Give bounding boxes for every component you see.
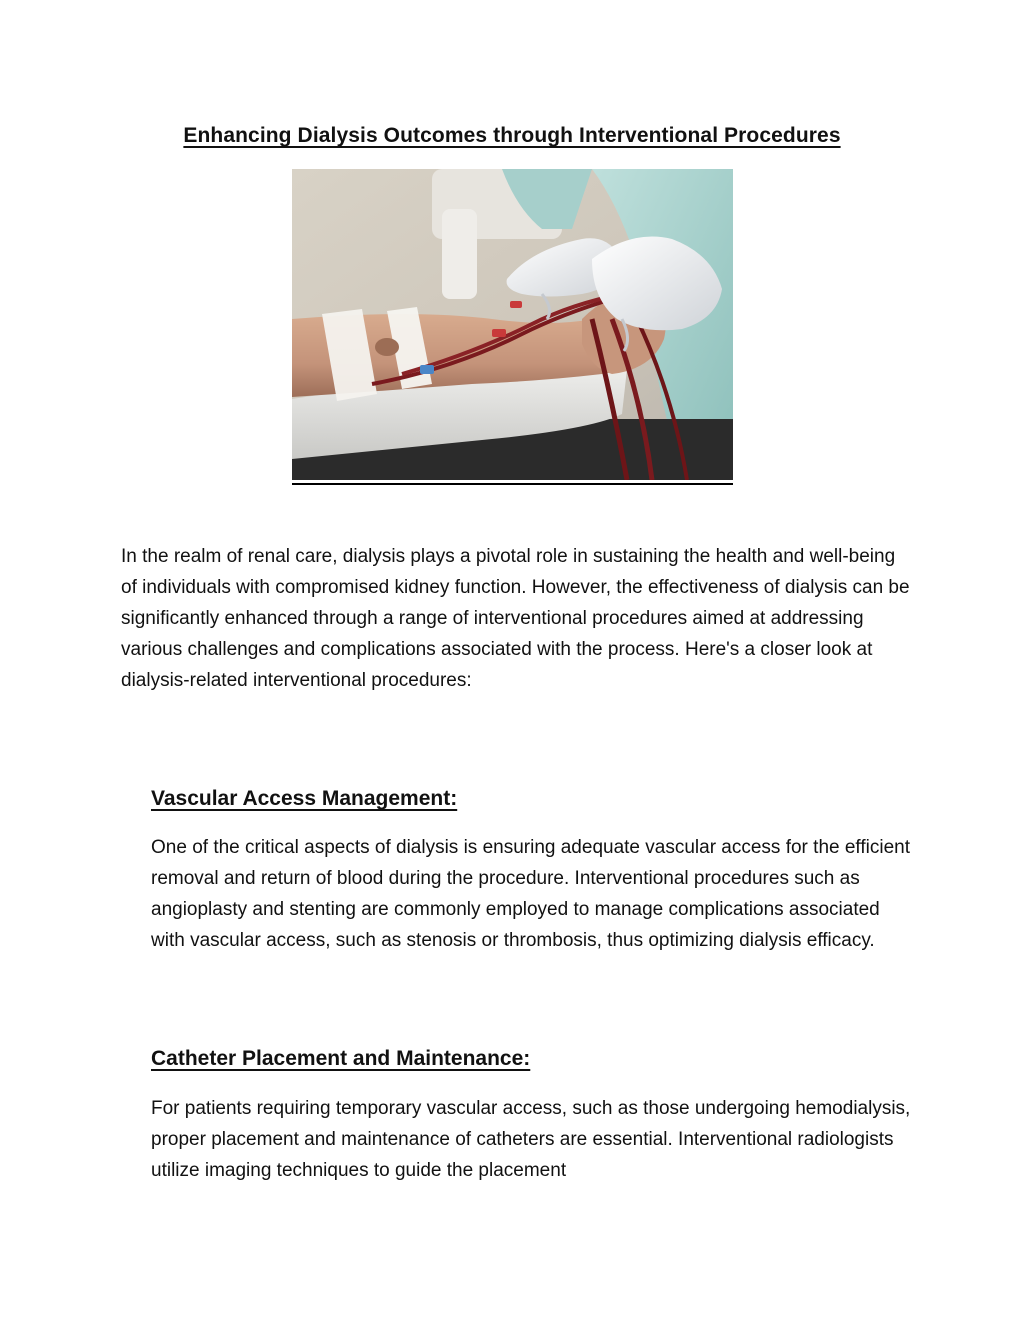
- dialysis-photo: [292, 169, 733, 480]
- intro-paragraph: In the realm of renal care, dialysis plays a pivotal role in sustaining the health and well-being of individuals with compromised kidney function. However, the effectiveness of dialysis can be significantly enhanced through a range of interventional procedures aimed at addressing various challenges and complications associated with the process. Here's a closer look at dialysis-related interventional procedures:: [121, 546, 910, 691]
- section-heading-vascular-access: Vascular Access Management:: [151, 787, 458, 810]
- page-title: Enhancing Dialysis Outcomes through Interventional Procedures: [183, 124, 841, 147]
- section-heading-catheter-placement: Catheter Placement and Maintenance:: [151, 1047, 531, 1070]
- photo-underline-rule: [292, 483, 733, 485]
- section-body-vascular-access: One of the critical aspects of dialysis is ensuring adequate vascular access for the efficient removal and return of blood during the procedure. Interventional procedures such as angioplasty and stenting are commonly employed to manage complications associated with vascular access, such as stenosis or thrombosis, thus optimizing dialysis efficacy.: [151, 837, 910, 951]
- section-body-catheter-placement: For patients requiring temporary vascular access, such as those undergoing hemodialysis, proper placement and maintenance of catheters are essential. Interventional radiologists utilize imaging techniques to guide the placement: [151, 1098, 911, 1181]
